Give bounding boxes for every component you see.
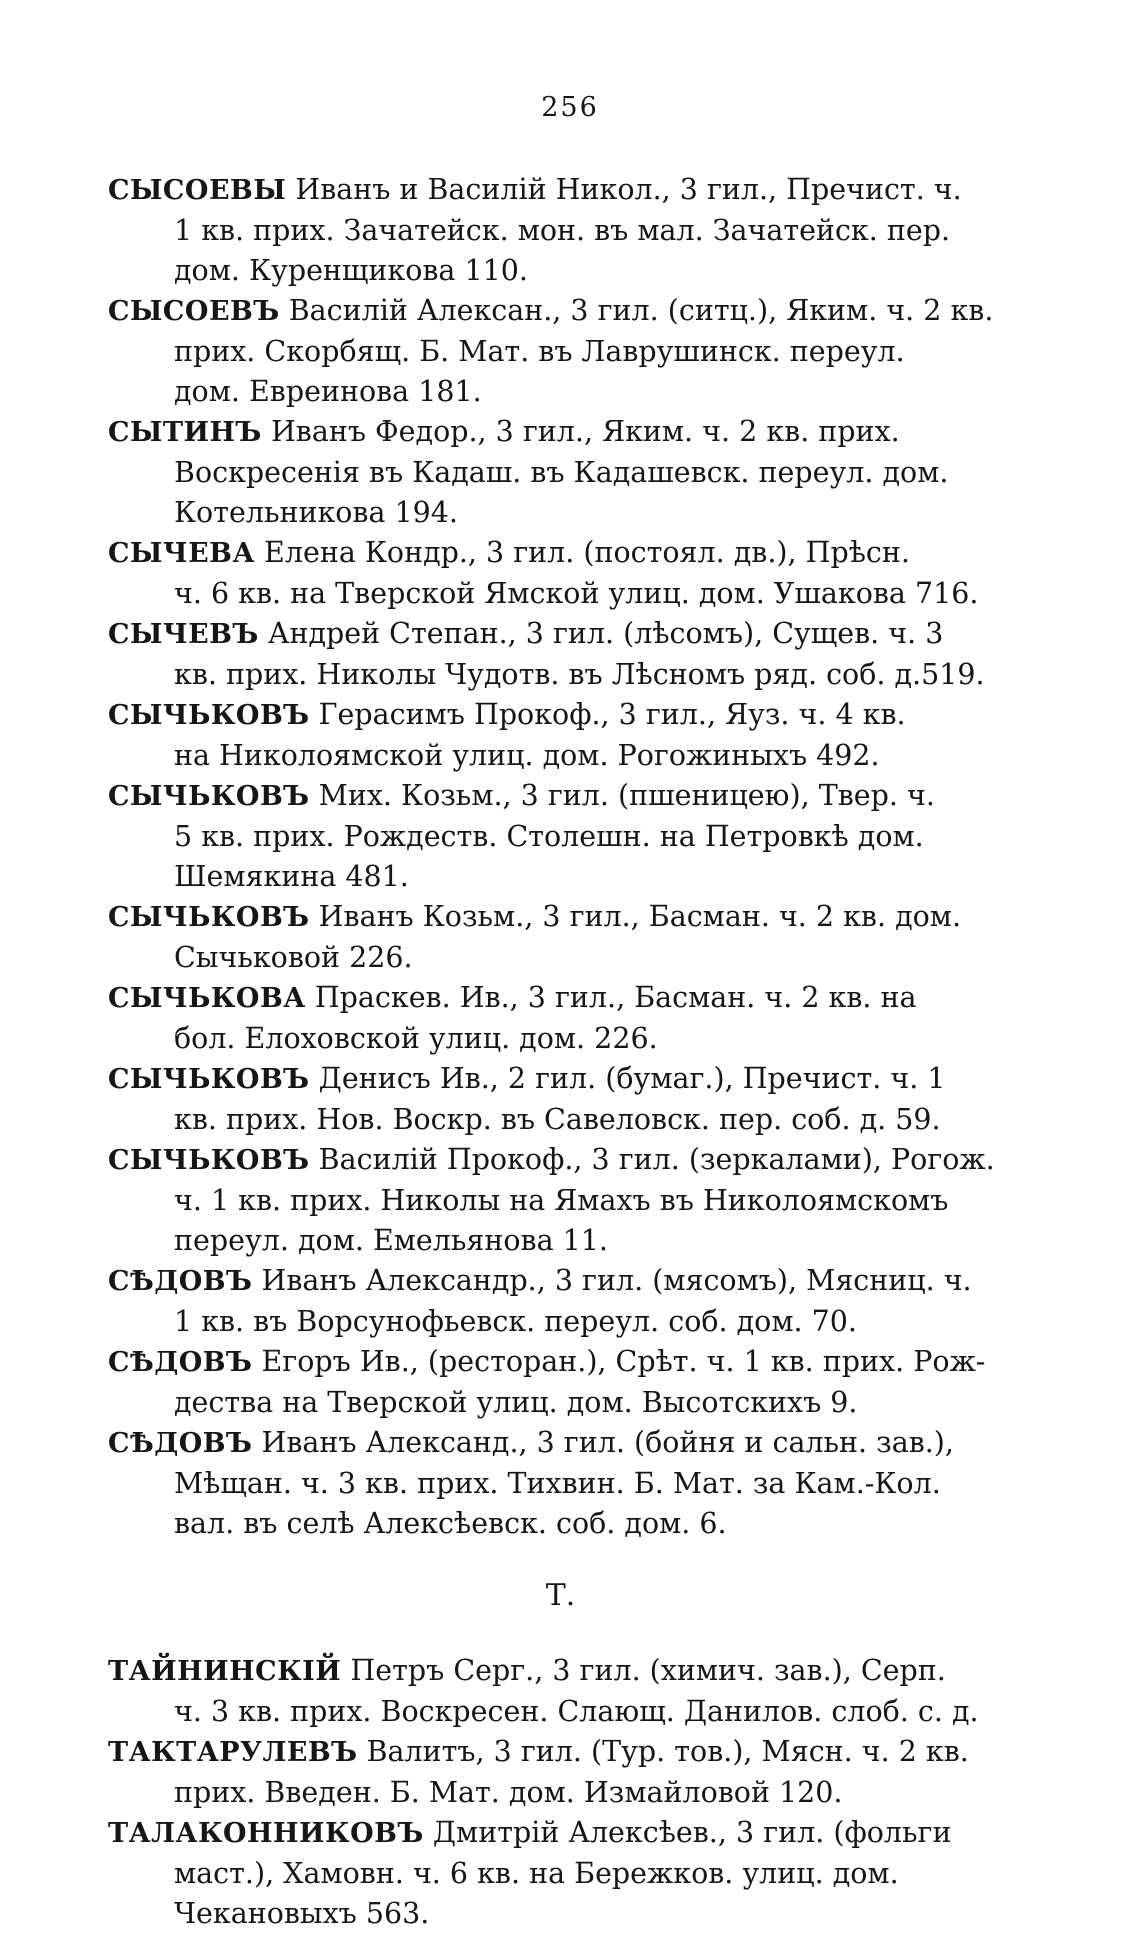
directory-entry xyxy=(108,1261,1013,1342)
directory-entry xyxy=(108,897,1013,978)
entry-line xyxy=(108,1773,1013,1813)
entry-text: 1 кв. въ Ворсунофьевск. переул. соб. дом. 70. xyxy=(174,1305,857,1338)
entry-text: вал. въ селѣ Алексѣевск. соб. дом. 6. xyxy=(174,1507,727,1540)
entry-line xyxy=(108,533,1013,574)
entry-text: бол. Елоховской улиц. дом. 226. xyxy=(174,1022,658,1055)
entry-line xyxy=(108,1019,1013,1059)
entry-text: Мѣщан. ч. 3 кв. прих. Тихвин. Б. Мат. за Кам.-Кол. xyxy=(174,1467,941,1500)
entry-text: Андрей Степан., 3 гил. (лѣсомъ), Сущев. ч. 3 xyxy=(267,617,944,650)
entry-text: Герасимъ Прокоф., 3 гил., Яуз. ч. 4 кв. xyxy=(318,698,906,731)
entry-line xyxy=(108,655,1013,695)
entry-line xyxy=(108,1651,1013,1692)
directory-entry xyxy=(108,1732,1013,1813)
entry-surname: ТАЛАКОННИКОВЪ xyxy=(108,1818,424,1849)
entries-list xyxy=(108,170,1013,1934)
entry-surname: СЫЧЬКОВЪ xyxy=(108,700,310,731)
entry-line xyxy=(108,736,1013,776)
entry-text: ч. 3 кв. прих. Воскресен. Слающ. Данилов. слоб. с. д. xyxy=(174,1695,979,1728)
entry-line xyxy=(108,1181,1013,1221)
entry-text: на Николоямской улиц. дом. Рогожиныхъ 492. xyxy=(174,739,880,772)
directory-entry xyxy=(108,614,1013,695)
entry-text: 5 кв. прих. Рождеств. Столешн. на Петровкѣ дом. xyxy=(174,820,924,853)
entry-surname: СѢДОВЪ xyxy=(108,1347,253,1378)
entry-text: Петръ Серг., 3 гил. (химич. зав.), Серп. xyxy=(350,1654,946,1687)
entry-line xyxy=(108,817,1013,857)
entry-text: Мих. Козьм., 3 гил. (пшеницею), Твер. ч. xyxy=(318,779,935,812)
section-letter-heading: Т. xyxy=(545,1578,576,1613)
entry-text: 1 кв. прих. Зачатейск. мон. въ мал. Зачатейск. пер. xyxy=(174,214,951,247)
entry-text: ч. 6 кв. на Тверской Ямской улиц. дом. Ушакова 716. xyxy=(174,577,979,610)
entry-line xyxy=(108,1140,1013,1181)
entry-surname: СЫЧЬКОВЪ xyxy=(108,902,310,933)
entry-text: Праскев. Ив., 3 гил., Басман. ч. 2 кв. на xyxy=(314,981,917,1014)
directory-entry xyxy=(108,1651,1013,1732)
entry-text: Денисъ Ив., 2 гил. (бумаг.), Пречист. ч. 1 xyxy=(318,1062,946,1095)
entry-text: кв. прих. Нов. Воскр. въ Савеловск. пер. соб. д. 59. xyxy=(174,1103,941,1136)
entry-line xyxy=(108,1383,1013,1423)
directory-entry xyxy=(108,1813,1013,1934)
entry-line xyxy=(108,897,1013,938)
entry-text: Иванъ Александ., 3 гил. (бойня и сальн. зав.), xyxy=(261,1426,954,1459)
entry-line xyxy=(108,170,1013,211)
entry-text: Шемякина 481. xyxy=(174,860,409,893)
entry-text: Воскресенія въ Кадаш. въ Кадашевск. переул. дом. xyxy=(174,456,949,489)
entry-surname: СЫСОЕВЪ xyxy=(108,296,280,327)
entry-line xyxy=(108,251,1013,291)
entry-line xyxy=(108,614,1013,655)
entry-surname: СЫЧЕВЪ xyxy=(108,619,259,650)
entry-line xyxy=(108,695,1013,736)
entry-line xyxy=(108,1423,1013,1464)
entry-line xyxy=(108,978,1013,1019)
entry-line xyxy=(108,857,1013,897)
entries-before-section xyxy=(108,170,1013,1544)
directory-entry xyxy=(108,291,1013,412)
entry-surname: ТАЙНИНСКІЙ xyxy=(108,1656,342,1687)
entry-text: Иванъ Козьм., 3 гил., Басман. ч. 2 кв. дом. xyxy=(318,900,962,933)
entry-surname: СЫЧЕВА xyxy=(108,538,255,569)
entry-line xyxy=(108,291,1013,332)
entry-line xyxy=(108,1261,1013,1302)
entry-text: Валитъ, 3 гил. (Тур. тов.), Мясн. ч. 2 кв. xyxy=(366,1735,969,1768)
entry-text: Елена Кондр., 3 гил. (постоял. дв.), Прѣсн. xyxy=(264,536,910,569)
entry-surname: СЫТИНЪ xyxy=(108,417,262,448)
entries-after-section xyxy=(108,1651,1013,1934)
entry-text: Дмитрій Алексѣев., 3 гил. (фольги xyxy=(432,1816,952,1849)
entry-text: кв. прих. Николы Чудотв. въ Лѣсномъ ряд. соб. д.519. xyxy=(174,658,985,691)
directory-entry xyxy=(108,533,1013,614)
entry-line xyxy=(108,1342,1013,1383)
entry-surname: ТАКТАРУЛЕВЪ xyxy=(108,1737,358,1768)
entry-text: Сычьковой 226. xyxy=(174,941,413,974)
entry-text: Егоръ Ив., (ресторан.), Срѣт. ч. 1 кв. прих. Рож- xyxy=(261,1345,986,1378)
entry-line xyxy=(108,1221,1013,1261)
entry-line xyxy=(108,1504,1013,1544)
directory-entry xyxy=(108,695,1013,776)
entry-text: маст.), Хамовн. ч. 6 кв. на Бережков. улиц. дом. xyxy=(174,1857,899,1890)
entry-line xyxy=(108,412,1013,453)
entry-surname: СЫЧЬКОВЪ xyxy=(108,1145,310,1176)
directory-entry xyxy=(108,978,1013,1059)
entry-text: Иванъ Федор., 3 гил., Яким. ч. 2 кв. прих. xyxy=(270,415,900,448)
entry-text: переул. дом. Емельянова 11. xyxy=(174,1224,608,1257)
entry-text: прих. Скорбящ. Б. Мат. въ Лаврушинск. переул. xyxy=(174,335,905,368)
entry-text: дом. Куренщикова 110. xyxy=(174,254,528,287)
entry-text: Чекановыхъ 563. xyxy=(174,1897,430,1930)
entry-line xyxy=(108,776,1013,817)
entry-line xyxy=(108,1854,1013,1894)
entry-line xyxy=(108,1302,1013,1342)
entry-text: Котельникова 194. xyxy=(174,496,458,529)
entry-line xyxy=(108,1732,1013,1773)
entry-surname: СЫСОЕВЫ xyxy=(108,175,287,206)
entry-line xyxy=(108,1692,1013,1732)
entry-text: Василій Прокоф., 3 гил. (зеркалами), Рогож. xyxy=(318,1143,995,1176)
entry-line xyxy=(108,372,1013,412)
entry-surname: СѢДОВЪ xyxy=(108,1266,253,1297)
entry-text: ч. 1 кв. прих. Николы на Ямахъ въ Николоямскомъ xyxy=(174,1184,949,1217)
directory-entry xyxy=(108,776,1013,897)
directory-entry xyxy=(108,412,1013,533)
directory-entry xyxy=(108,1140,1013,1261)
entry-line xyxy=(108,1813,1013,1854)
directory-entry xyxy=(108,1423,1013,1544)
entry-line xyxy=(108,1100,1013,1140)
entry-line xyxy=(108,1464,1013,1504)
entry-line xyxy=(108,1059,1013,1100)
entry-line xyxy=(108,332,1013,372)
directory-entry xyxy=(108,1342,1013,1423)
entry-line xyxy=(108,938,1013,978)
entry-surname: СѢДОВЪ xyxy=(108,1428,253,1459)
entry-line xyxy=(108,493,1013,533)
entry-line xyxy=(108,211,1013,251)
entry-text: Иванъ и Василій Никол., 3 гил., Пречист. ч. xyxy=(295,173,962,206)
entry-surname: СЫЧЬКОВА xyxy=(108,983,306,1014)
entry-surname: СЫЧЬКОВЪ xyxy=(108,781,310,812)
entry-line xyxy=(108,1894,1013,1934)
entry-text: прих. Введен. Б. Мат. дом. Измайловой 120. xyxy=(174,1776,843,1809)
entry-surname: СЫЧЬКОВЪ xyxy=(108,1064,310,1095)
directory-entry xyxy=(108,1059,1013,1140)
page-number: 256 xyxy=(541,92,599,123)
entry-text: Иванъ Александр., 3 гил. (мясомъ), Мясниц. ч. xyxy=(261,1264,972,1297)
entry-line xyxy=(108,574,1013,614)
entry-text: Василій Алексан., 3 гил. (ситц.), Яким. ч. 2 кв. xyxy=(288,294,994,327)
entry-text: дом. Евреинова 181. xyxy=(174,375,482,408)
entry-line xyxy=(108,453,1013,493)
entry-text: дества на Тверской улиц. дом. Высотскихъ 9. xyxy=(174,1386,858,1419)
directory-entry xyxy=(108,170,1013,291)
